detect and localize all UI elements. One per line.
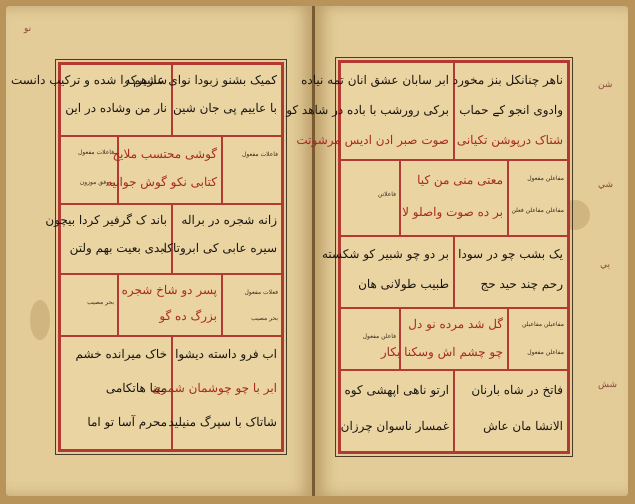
verse-line: سیره عابی کی ابروتاک [162,241,277,255]
verse-block [118,274,222,336]
verse-line: معتی منی من کیا [417,173,503,187]
meter-note [222,136,282,204]
verse-line: غمسار ناسوان چرزان [340,419,449,433]
meter-note [340,160,400,236]
verse-block [454,62,568,160]
verse-line: بزرگ ده گو [159,309,217,323]
verse-line: یک بشب چو در سودا [458,247,563,261]
meter-label: مفاعلن مفاعلن فعلن [511,207,564,214]
verse-line: مینا هاتکامی [105,381,167,395]
margin-note: ﺷﻲ [598,180,614,190]
verse-line: اب فرو داسته دیشوا [175,347,277,361]
meter-label: فعلات مفعول [244,289,278,296]
left-text-frame [10,62,284,452]
verse-line: شاتاک با سپرگ منیلید [168,415,277,429]
verse-line: چو چشم اش وسکنا بکار [380,345,503,359]
verse-block [454,370,568,452]
verse-line: ابر با چو چوشمان شمری [151,381,277,395]
verse-line: کتابی نکو گوش جوانیه [106,175,217,189]
meter-note [60,136,118,204]
verse-line: رحم چند حید حج [480,277,563,291]
verse-line: ناهر چنانکل بنز مخورد [452,73,563,87]
verse-line: وادوی انجو کے حماب [459,103,563,117]
verse-line: برکی رورشب با باده در شاهد کو [286,103,449,117]
verse-line: بر ده صوت واصلو لا [402,205,503,219]
verse-block [321,236,454,308]
verse-line: ارتو ناهی اپهشی کوه [344,383,449,397]
meter-label: بروفق موزون [79,179,114,186]
paper-stain [30,300,50,340]
margin-note: ﻳﻲ [600,260,611,270]
meter-label: مفاعلن مفعول [527,175,564,182]
verse-block [124,64,282,136]
verse-line: گوشی محتسب ملایح [112,147,217,161]
meter-label: فاعلات مفعول [241,151,278,158]
verse-line: ابدی بعیت بهم ولتن [69,241,167,255]
verse-line: زانه شجره در براله [181,213,277,227]
verse-line: طبیب طولانی هان [358,277,449,291]
meter-label: مفاعیلن مفاعیلن [522,321,564,328]
verse-line: گل شد مرده نو دل [408,317,503,331]
meter-label: بحر مصیب [251,315,278,322]
verse-line: الانشا مان عاش [483,419,563,433]
verse-block [340,370,454,452]
meter-label: فاعلاتن [377,191,396,198]
meter-note [508,160,568,236]
verse-line: فاتخ در شاه بارنان [471,383,563,397]
margin-note: ﻧﻮ [24,24,32,34]
meter-note [340,308,400,370]
verse-line: ابر سابان عشق انان تمه نیاده [301,73,449,87]
verse-line: نار من وشاده در این [65,101,167,115]
verse-block [45,204,172,274]
verse-block [151,336,282,450]
verse-block [106,136,222,204]
meter-note [508,308,568,370]
verse-line: محرم آسا تو اما [87,415,167,429]
verse-block [380,308,508,370]
verse-line: سازهم را شده و ترکیب دانست [10,73,167,87]
verse-block [454,236,568,308]
verse-block [400,160,508,236]
meter-note [222,274,282,336]
meter-label: فاعلن مفعول [362,333,396,340]
meter-label: فاعلات مفعول [77,149,114,156]
meter-label: بحر مصیب [87,299,114,306]
right-text-frame [286,60,570,454]
verse-line: بر دو چو شبیر کو شکسته [321,247,449,261]
margin-note: ﺷﺶ [598,380,618,390]
meter-label: مفاعلن مفعول [527,349,564,356]
verse-line: شتاک درپوشن تکیانی [456,133,563,147]
verse-line: پسر دو شاخ شجره [121,283,217,297]
verse-line: باند ک گرفیر کردا بیچون [45,213,167,227]
verse-line: کمیک بشنو زبودا نوای عشیرکه [124,73,277,87]
margin-note: ﺷﻦ [598,80,613,90]
verse-line: صوت صبر ادن ادیس مرشوتت [296,133,449,147]
verse-block [162,204,282,274]
verse-block [286,62,454,160]
verse-line: خاک میرانده خشم [75,347,167,361]
meter-note [60,274,118,336]
verse-line: با عاییم پی جان شین [172,101,277,115]
